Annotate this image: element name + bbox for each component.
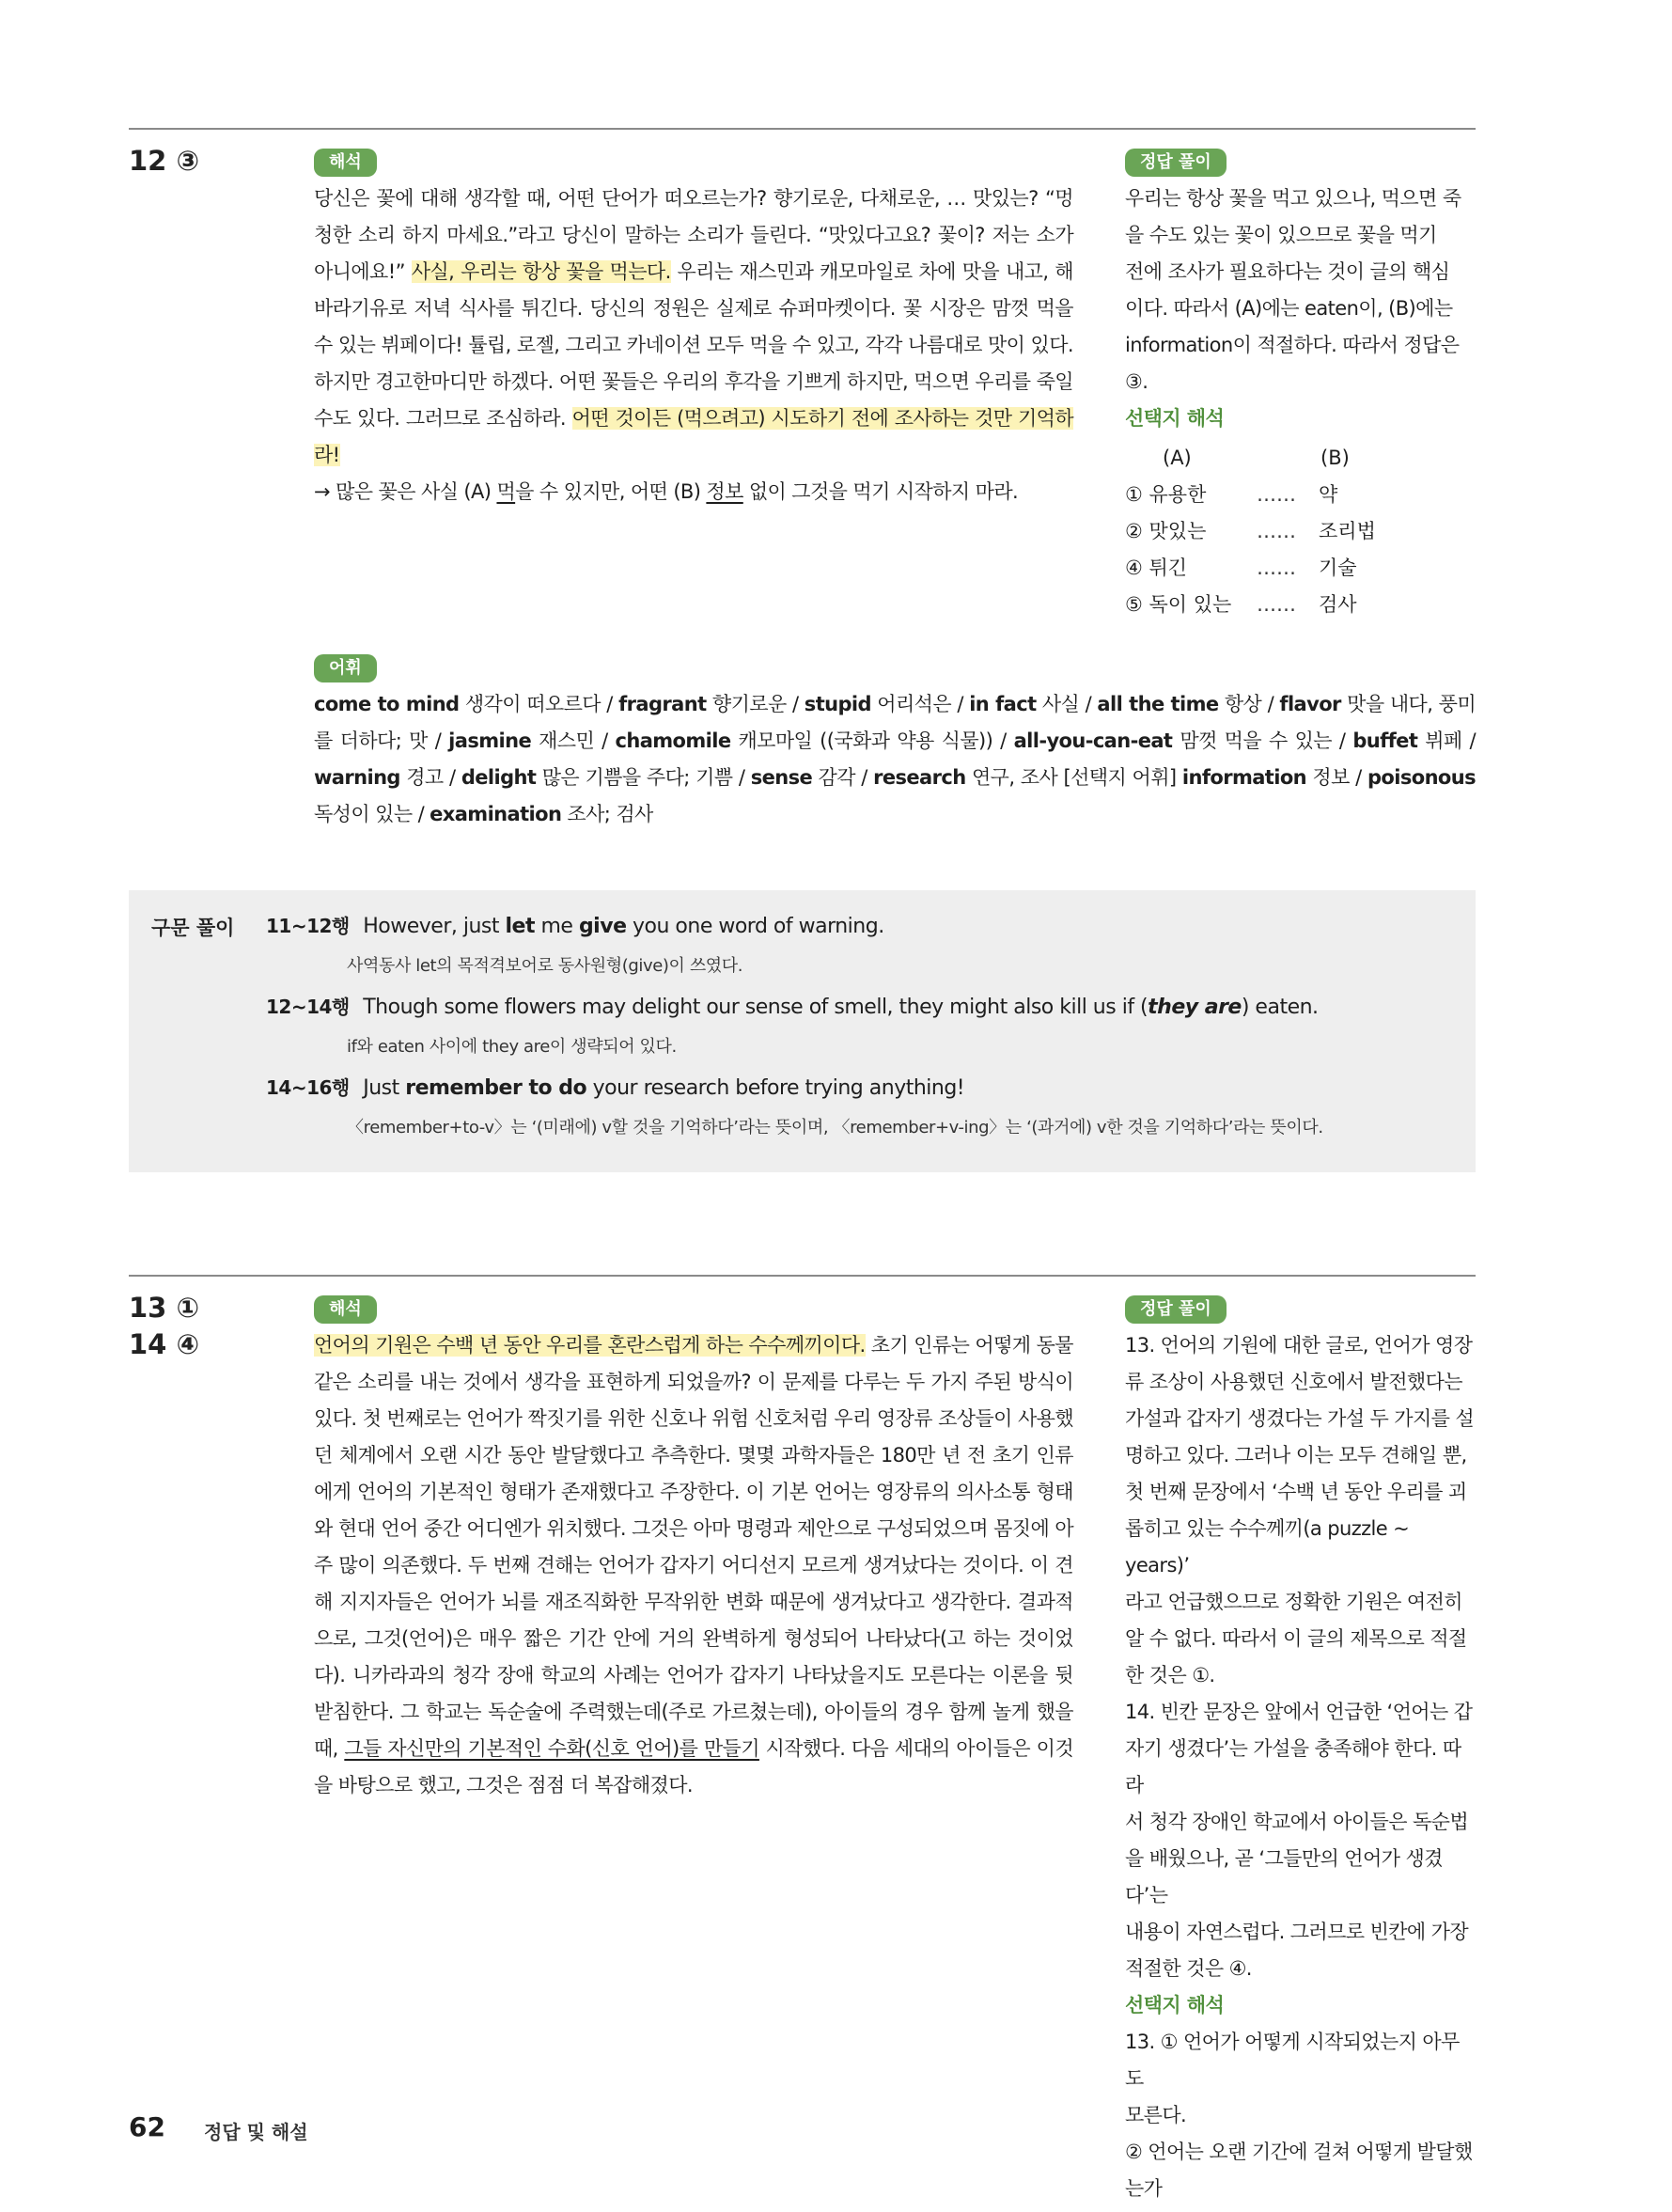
page-footer [129, 2111, 308, 2143]
vocab-meaning: 맛을 내다, 풍미를 더하다; 맛 / [314, 693, 1477, 752]
question-number-13-14: 13 ① 14 ④ [129, 1292, 200, 1360]
vocab-term: delight [461, 766, 537, 789]
highlighted-sentence: 언어의 기원은 수백 년 동안 우리를 혼란스럽게 하는 수수께끼이다. [314, 1334, 866, 1357]
page-number: 62 [129, 2111, 165, 2142]
vocab-meaning: 맘껏 먹을 수 있는 / [1172, 729, 1353, 752]
vocab-meaning: 연구, 조사 [선택지 어휘] [965, 766, 1182, 789]
vocab-term: in fact [969, 693, 1037, 715]
answer-badge: 정답 풀이 [1125, 149, 1227, 177]
vocab-term: buffet [1352, 729, 1418, 752]
translation-badge: 해석 [314, 149, 377, 177]
grammar-note: 〈remember+to-v〉는 ‘(미래에) v할 것을 기억하다’라는 뜻이며, 〈remember+v-ing〉는 ‘(과거에) v한 것을 기억하다’라는 뜻이다. [347, 1118, 1323, 1137]
top-divider [129, 128, 1476, 130]
grammar-note: if와 eaten 사이에 they are이 생략되어 있다. [347, 1037, 677, 1057]
answer-badge: 정답 풀이 [1125, 1295, 1227, 1324]
highlighted-sentence: 사실, 우리는 항상 꽃을 먹는다. [411, 260, 671, 283]
q12-answer: 우리는 항상 꽃을 먹고 있으나, 먹으면 죽 을 수도 있는 꽃이 있으므로 꽃을 먹기 전에 조사가 필요하다는 것이 글의 핵심 이다. 따라서 (A)에는 eaten이, (B)에는 information이 적절하다. 따라서 정답은 ③. 선택지 해석 [1125, 180, 1476, 437]
translation-badge: 해석 [314, 1295, 377, 1324]
underlined-phrase: 그들 자신만의 기본적인 수화(신호 언어)를 만들기 [344, 1737, 759, 1760]
q12-translation: 당신은 꽃에 대해 생각할 때, 어떤 단어가 떠오르는가? 향기로운, 다채로운, … 맛있는? “멍청한 소리 하지 마세요.”라고 당신이 말하는 소리가 들린다. “맛있다고요? 꽃이? 저는 소가 아니에요!” 사실, 우리는 항상 꽃을 먹는다. 우리는 재스민과 캐모마일로 차에 맛을 내고, 해바라기유로 저녁 식사를 튀긴다. 당신의 정원은 실제로 슈퍼마켓이다. 꽃 시장은 맘껏 먹을 수 있는 뷔페이다! 튤립, 로젤, 그리고 카네이션 모두 먹을 수 있고, 각각 나름대로 맛이 있다. 하지만 경고한마디만 하겠다. 어떤 꽃들은 우리의 후각을 기쁘게 하지만, 먹으면 우리를 죽일 수도 있다. 그러므로 조심하라. 어떤 것이든 (먹으려고) 시도하기 전에 조사하는 것만 기억하라! → 많은 꽃은 사실 (A) 먹을 수 있지만, 어떤 (B) 정보 없이 그것을 먹기 시작하지 마라. [314, 180, 1073, 510]
vocab-meaning: 어리석은 / [870, 693, 970, 715]
vocab-meaning: 정보 / [1306, 766, 1367, 789]
vocab-meaning: 캐모마일 ((국화과 약용 식물)) / [730, 729, 1014, 752]
grammar-title: 구문 풀이 [151, 917, 235, 939]
vocab-meaning: 독성이 있는 / [314, 803, 430, 825]
section-divider [129, 1275, 1476, 1277]
vocab-term: come to mind [314, 693, 460, 715]
vocab-term: research [873, 766, 966, 789]
vocab-term: fragrant [618, 693, 707, 715]
vocab-term: examination [430, 803, 562, 825]
q13-translation: 언어의 기원은 수백 년 동안 우리를 혼란스럽게 하는 수수께끼이다. 초기 인류는 어떻게 동물 같은 소리를 내는 것에서 생각을 표현하게 되었을까? 이 문제를 다루는 두 가지 주된 방식이 있다. 첫 번째로는 언어가 짝짓기를 위한 신호나 위험 신호처럼 우리 영장류 조상들이 사용했던 체계에서 오랜 시간 동안 발달했다고 추측한다. 몇몇 과학자들은 180만 년 전 초기 인류에게 언어의 기본적인 형태가 존재했다고 주장한다. 이 기본 언어는 영장류의 의사소통 형태와 현대 언어 중간 어디엔가 위치했다. 그것은 아마 명령과 제안으로 구성되었으며 몸짓에 아주 많이 의존했다. 두 번째 견해는 언어가 갑자기 어디선지 모르게 생겨났다는 것이다. 이 견해 지지자들은 언어가 뇌를 재조직화한 무작위한 변화 때문에 생겨났다고 생각한다. 결과적으로, 그것(언어)은 매우 짧은 기간 안에 거의 완벽하게 형성되어 나타났다(고 하는 것이었다). 니카라과의 청각 장애 학교의 사례는 언어가 갑자기 나타났을지도 모른다는 이론을 뒷받침한다. 그 학교는 독순술에 주력했는데(주로 가르쳤는데), 아이들의 경우 함께 놀게 했을 때, 그들 자신만의 기본적인 수화(신호 언어)를 만들기 시작했다. 다음 세대의 아이들은 이것을 바탕으로 했고, 그것은 점점 더 복잡해졌다. [314, 1334, 1074, 1796]
question-number-12: 12 ③ [129, 145, 200, 177]
vocab-term: poisonous [1367, 766, 1477, 789]
grammar-note: 사역동사 let의 목적격보어로 동사원형(give)이 쓰였다. [347, 956, 743, 976]
vocab-term: stupid [804, 693, 871, 715]
vocab-term: sense [750, 766, 813, 789]
choices-title: 선택지 해석 [1125, 1994, 1225, 2016]
choices-title: 선택지 해석 [1125, 407, 1225, 430]
grammar-box [129, 890, 1476, 1172]
vocab-term: chamomile [615, 729, 731, 752]
vocab-meaning: 조사; 검사 [561, 803, 653, 825]
vocab-meaning: 많은 기쁨을 주다; 기쁨 / [536, 766, 751, 789]
vocab-meaning: 재스민 / [531, 729, 616, 752]
vocab-term: warning [314, 766, 400, 789]
vocab-meaning: 뷔페 / [1417, 729, 1477, 752]
grammar-line: 11~12행 However, just let me give you one word of warning. [266, 915, 884, 938]
highlighted-sentence: 어떤 것이든 (먹으려고) 시도하기 전에 조사하는 것만 기억하라! [314, 407, 1073, 466]
vocab-term: flavor [1279, 693, 1341, 715]
summary-line: → 많은 꽃은 사실 (A) 먹을 수 있지만, 어떤 (B) 정보 없이 그것을 먹기 시작하지 마라. [314, 480, 1019, 503]
vocab-term: jasmine [448, 729, 532, 752]
vocab-meaning: 생각이 떠오르다 / [459, 693, 619, 715]
vocab-badge: 어휘 [314, 654, 377, 682]
vocab-meaning: 향기로운 / [706, 693, 805, 715]
vocab-meaning: 사실 / [1036, 693, 1098, 715]
grammar-line: 14~16행 Just remember to do your research before trying anything! [266, 1076, 965, 1100]
vocab-term: information [1181, 766, 1307, 789]
vocab-term: all the time [1097, 693, 1219, 715]
vocab-meaning: 항상 / [1218, 693, 1280, 715]
footer-label: 정답 및 해설 [204, 2121, 308, 2143]
vocab-meaning: 감각 / [812, 766, 874, 789]
grammar-line: 12~14행 Though some flowers may delight our sense of smell, they might also kill us if (they are) eaten. [266, 996, 1319, 1019]
vocab-term: all-you-can-eat [1013, 729, 1173, 752]
q13-answer: 13. 언어의 기원에 대한 글로, 언어가 영장 류 조상이 사용했던 신호에서 발전했다는 가설과 갑자기 생겼다는 가설 두 가지를 설 명하고 있다. 그러나 이는 모두 견해일 뿐, 첫 번째 문장에서 ‘수백 년 동안 우리를 괴 롭히고 있는 수수께끼(a puzzle ~ years)’ 라고 언급했으므로 정확한 기원은 여전히 알 수 없다. 따라서 이 글의 제목으로 적절 한 것은 ①. 14. 빈칸 문장은 앞에서 언급한 ‘언어는 갑 자기 생겼다’는 가설을 충족해야 한다. 따라 서 청각 장애인 학교에서 아이들은 독순법 을 배웠으나, 곧 ‘그들만의 언어가 생겼다’는 내용이 자연스럽다. 그러므로 빈칸에 가장 적절한 것은 ④. 선택지 해석 13. ① 언어가 어떻게 시작되었는지 아무도 모른다. ② 언어는 오랜 기간에 걸쳐 어떻게 발달했 는가 [1125, 1334, 1475, 2200]
vocab-meaning: 경고 / [399, 766, 461, 789]
q12-vocabulary [314, 686, 1476, 833]
